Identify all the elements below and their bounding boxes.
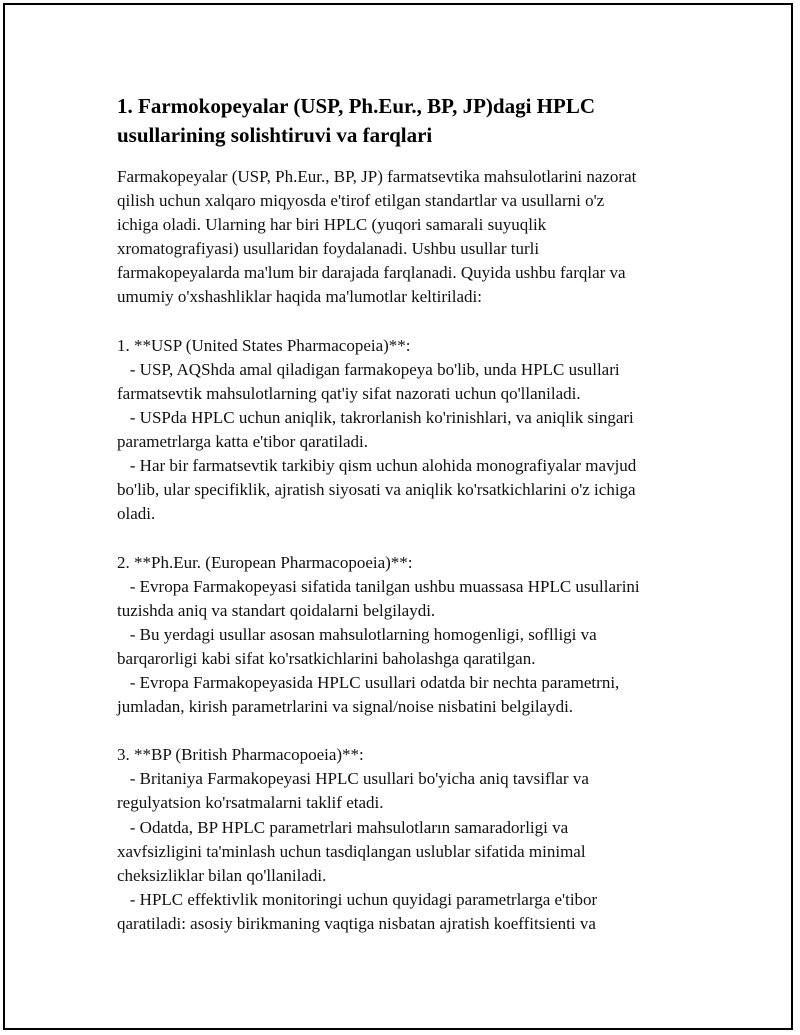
intro-paragraph: Farmakopeyalar (USP, Ph.Eur., BP, JP) farmatsevtika mahsulotlarini nazorat qilish uchun xalqaro miqyosda e'tirof etilgan standartlar va usullarni o'z ichiga oladi. Ularning har biri HPLC (yuqori samarali suyuqlik xromatografiyasi) usullaridan foydalanadi. Ushbu usullar turli farmakopeyalarda ma'lum bir darajada farqlanadi. Quyida ushbu farqlar va umumiy o'xshashliklar haqida ma'lumotlar keltiriladi: — [117, 167, 637, 307]
document-title: 1. Farmokopeyalar (USP, Ph.Eur., BP, JP)dagi HPLC usullarining solishtiruvi va farqlari — [117, 94, 595, 147]
usp-section: 1. **USP (United States Pharmacopeia)**: - USP, AQShda amal qiladigan farmakopeya bo'lib, unda HPLC usullari farmatsevtik mahsulotlarning qat'iy sifat nazorati uchun qo'llaniladi. - USPda HPLC uchun aniqlik, takrorlanish ko'rinishlari, va aniqlik singari parametrlarga katta e'tibor qaratiladi. - Har bir farmatsevtik tarkibiy qism uchun alohida monografiyalar mavjud bo'lib, ular specifiklik, ajratish siyosati va aniqlik ko'rsatkichlarini o'z ichiga oladi. — [117, 335, 637, 524]
ph-eur-section: 2. **Ph.Eur. (European Pharmacopoeia)**: - Evropa Farmakopeyasi sifatida tanilgan ushbu muassasa HPLC usullarini tuzishda aniq va standart qoidalarni belgilaydi. - Bu yerdagi usullar asosan mahsulotlarning homogenligi, soflligi va barqarorligi kabi sifat ko'rsatkichlarini baholashga qaratilgan. - Evropa Farmakopeyasida HPLC usullari odatda bir nechta parametrni, jumladan, kirish parametrlarini va signal/noise nisbatini belgilaydi. — [117, 552, 640, 717]
bp-section: 3. **BP (British Pharmacopoeia)**: - Britaniya Farmakopeyasi HPLC usullari bo'yicha aniq tavsiflar va regulyatsion ko'rsatmalarni taklif etadi. - Odatda, BP HPLC parametrlari mahsulotların samaradorligi va xavfsizligini ta'minlash uchun tasdiqlangan uslublar sifatida minimal cheksizliklar bilan qo'llaniladi. - HPLC effektivlik monitoringi uchun quyidagi parametrlarga e'tibor qaratiladi: asosiy birikmaning vaqtiga nisbatan ajratish koeffitsienti va — [117, 745, 598, 933]
document-content — [117, 92, 697, 936]
document-body — [117, 165, 697, 936]
